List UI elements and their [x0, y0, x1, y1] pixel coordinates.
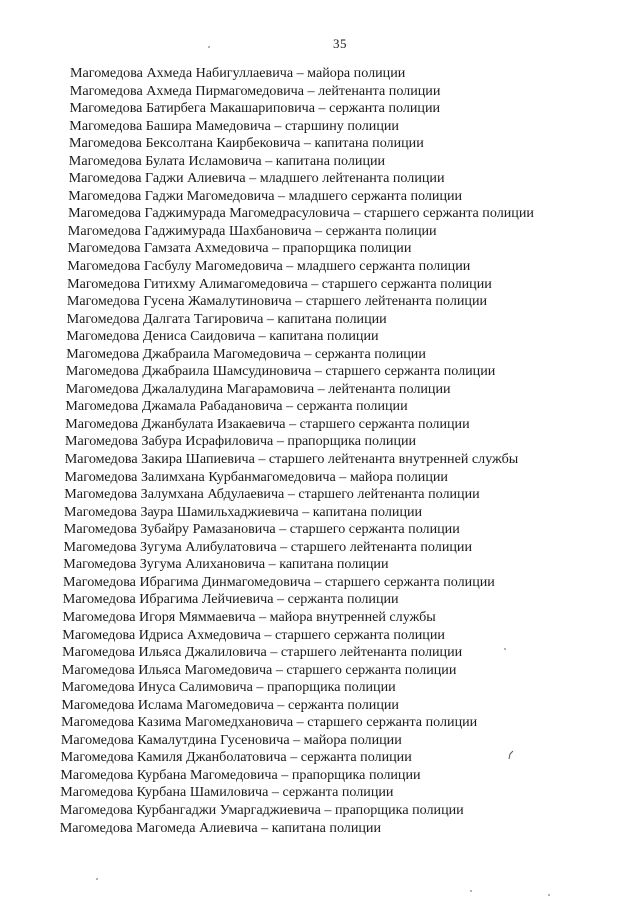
- list-item: Магомедова Ибрагима Лейчиевича – сержанта полиции: [62, 591, 399, 608]
- scan-speck: [548, 894, 550, 896]
- list-item: Магомедова Инуса Салимовича – прапорщика полиции: [61, 679, 396, 696]
- page-number: 35: [333, 36, 347, 51]
- list-item: Магомедова Бексолтана Каирбековича – капитана полиции: [69, 135, 424, 152]
- list-item: Магомедова Батирбега Макашариповича – сержанта полиции: [69, 100, 441, 117]
- list-item: Магомедова Казима Магомедхановича – старшего сержанта полиции: [61, 714, 478, 731]
- list-item: Магомедова Залумхана Абдулаевича – старшего лейтенанта полиции: [64, 486, 480, 503]
- list-item: Магомедова Зугума Алихановича – капитана полиции: [63, 556, 389, 573]
- list-item: Магомедова Гитихму Алимагомедовича – старшего сержанта полиции: [67, 275, 492, 292]
- list-item: Магомедова Зубайру Рамазановича – старшего сержанта полиции: [63, 521, 460, 538]
- list-item: Магомедова Ильяса Магомедовича – старшего сержанта полиции: [61, 661, 457, 678]
- list-item: Магомедова Забура Исрафиловича – прапорщика полиции: [65, 433, 417, 450]
- scan-speck: [208, 46, 210, 48]
- list-item: Магомедова Гусена Жамалутиновича – старшего лейтенанта полиции: [66, 293, 488, 310]
- list-item: Магомедова Булата Исламовича – капитана полиции: [68, 152, 386, 169]
- list-item: Магомедова Камиля Джанболатовича – сержанта полиции: [60, 749, 412, 766]
- list-item: Магомедова Курбангаджи Умаргаджиевича – прапорщика полиции: [59, 801, 464, 818]
- list-item: Магомедова Джабраила Магомедовича – сержанта полиции: [66, 345, 426, 362]
- list-item: Магомедова Гасбулу Магомедовича – младшего сержанта полиции: [67, 258, 471, 275]
- name-list: [0, 65, 640, 837]
- list-item: Магомедова Гаджимурада Магомедрасуловича – старшего сержанта полиции: [68, 205, 534, 222]
- list-item: Магомедова Идриса Ахмедовича – старшего сержанта полиции: [62, 626, 445, 643]
- list-item: Магомедова Гаджи Магомедовича – младшего сержанта полиции: [68, 187, 463, 204]
- pen-mark: [506, 749, 516, 761]
- list-item: Магомедова Гаджимурада Шахбановича – сержанта полиции: [67, 222, 437, 239]
- list-item: Магомедова Ибрагима Динмагомедовича – старшего сержанта полиции: [63, 573, 495, 590]
- list-item: Магомедова Заура Шамильхаджиевича – капитана полиции: [64, 503, 423, 520]
- list-item: Магомедова Ахмеда Набигуллаевича – майора полиции: [70, 65, 406, 81]
- list-item: Магомедова Башира Мамедовича – старшину полиции: [69, 117, 399, 134]
- list-item: Магомедова Гаджи Алиевича – младшего лейтенанта полиции: [68, 170, 445, 187]
- list-item: Магомедова Залимхана Курбанмагомедовича – майора полиции: [64, 468, 448, 485]
- list-item: Магомедова Зугума Алибулатовича – старшего лейтенанта полиции: [63, 538, 472, 555]
- list-item: Магомедова Джанбулата Изакаевича – старшего сержанта полиции: [65, 415, 470, 432]
- list-item: Магомедова Джалалудина Магарамовича – лейтенанта полиции: [65, 380, 451, 397]
- scan-speck: [470, 890, 472, 892]
- scan-speck: [504, 648, 506, 650]
- list-item: Магомедова Гамзата Ахмедовича – прапорщика полиции: [67, 240, 412, 257]
- list-item: Магомедова Джабраила Шамсудиновича – старшего сержанта полиции: [65, 363, 496, 380]
- list-item: Магомедова Дениса Саидовича – капитана полиции: [66, 328, 379, 345]
- list-item: Магомедова Ахмеда Пирмагомедовича – лейтенанта полиции: [69, 82, 441, 99]
- list-item: Магомедова Курбана Магомедовича – прапорщика полиции: [60, 766, 421, 783]
- list-item: Магомедова Ильяса Джалиловича – старшего лейтенанта полиции: [62, 644, 463, 661]
- list-item: Магомедова Закира Шапиевича – старшего лейтенанта внутренней службы: [64, 451, 519, 468]
- scan-speck: [96, 878, 98, 880]
- list-item: Магомедова Далгата Тагировича – капитана полиции: [66, 310, 387, 327]
- list-item: Магомедова Джамала Рабадановича – сержанта полиции: [65, 398, 408, 415]
- list-item: Магомедова Магомеда Алиевича – капитана полиции: [59, 819, 382, 836]
- list-item: Магомедова Камалутдина Гусеновича – майора полиции: [60, 731, 402, 748]
- list-item: Магомедова Игоря Мяммаевича – майора внутренней службы: [62, 608, 436, 625]
- list-item: Магомедова Ислама Магомедовича – сержанта полиции: [61, 696, 399, 713]
- list-item: Магомедова Курбана Шамиловича – сержанта полиции: [60, 784, 394, 801]
